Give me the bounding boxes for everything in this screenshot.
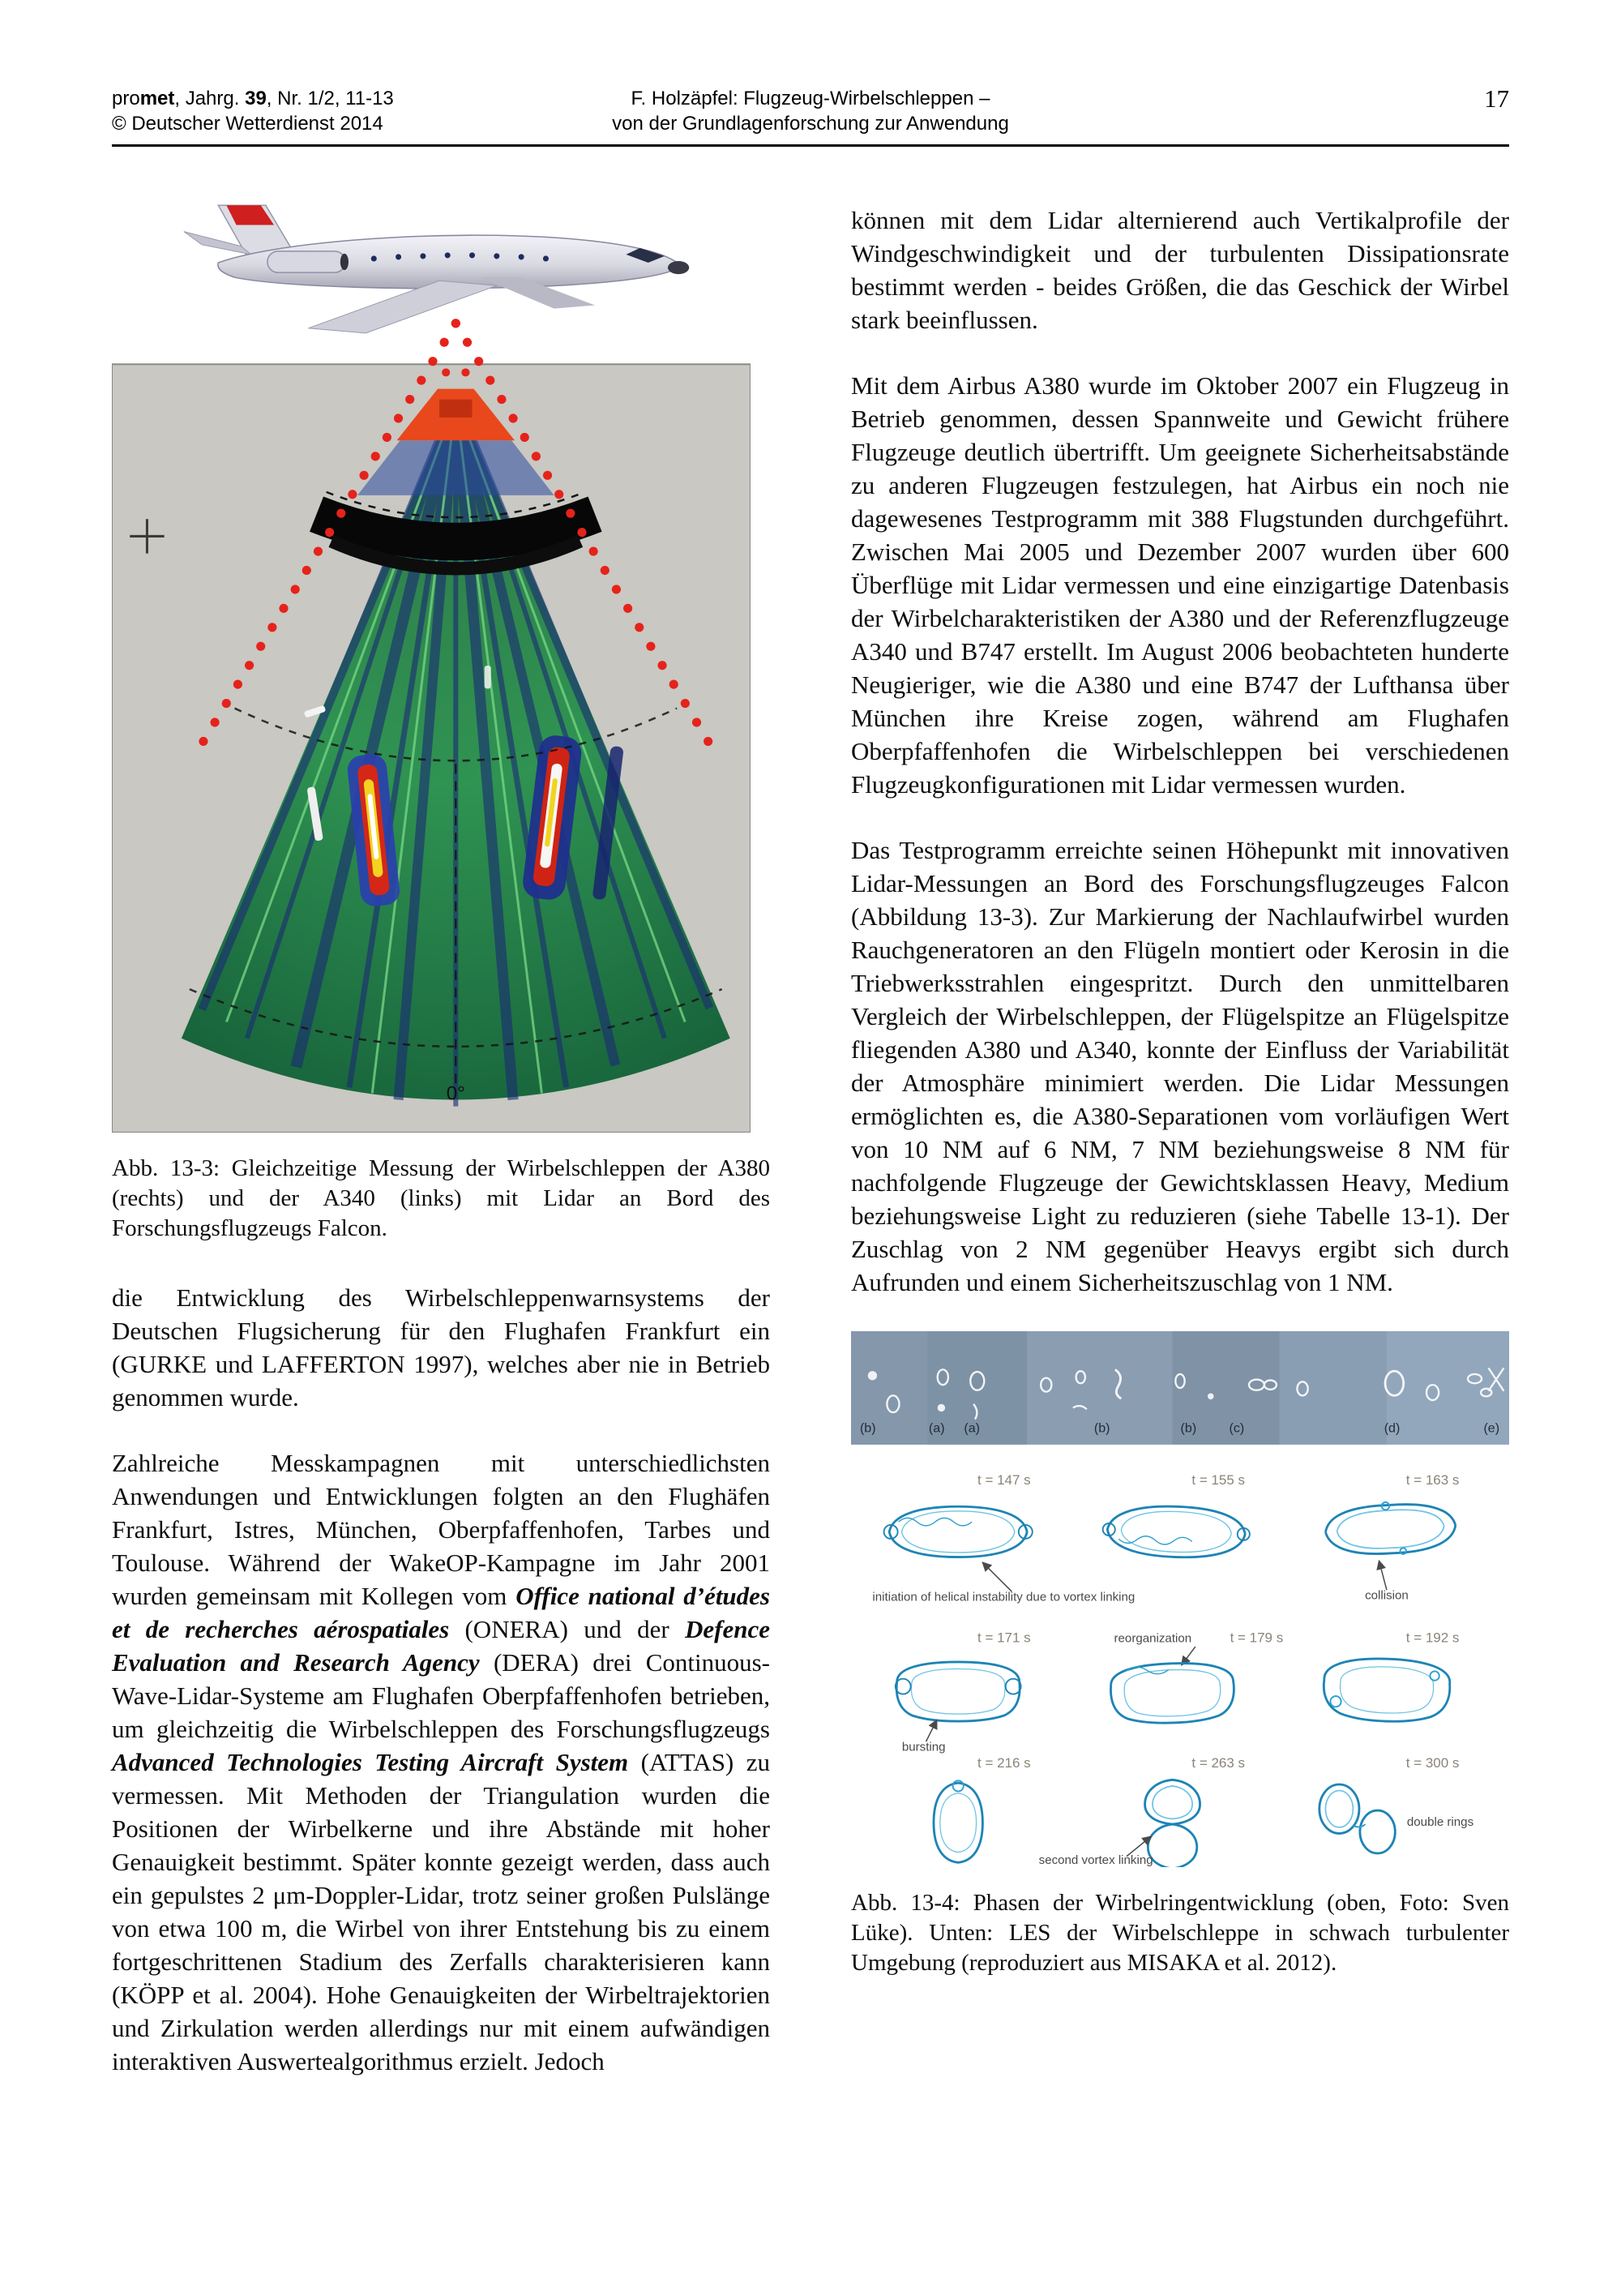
les-contour — [1110, 1661, 1234, 1724]
running-title-line2: von der Grundlagenforschung zur Anwendung — [612, 113, 1009, 135]
figure-13-3 — [112, 191, 770, 1133]
figure-13-4-caption: Abb. 13-4: Phasen der Wirbelringentwicklung (oben, Foto: Sven Lüke). Unten: LES der Wirbelschleppe in schwach turbulenter Umgebung (reproduziert aus MISAKA et al. 2012). — [851, 1890, 1509, 1976]
text-run-italic: Office national d’études et de recherches aérospatiales — [112, 1582, 770, 1643]
photo-label: (b) — [859, 1420, 876, 1436]
les-contour — [1324, 1498, 1457, 1557]
timestamp-label: t = 216 s — [977, 1755, 1031, 1771]
paragraph: die Entwicklung des Wirbelschleppenwarnsystems der Deutschen Flugsicherung für den Flughafen Frankfurt ein (GURKE und LAFFERTON 1997), welches aber nie in Betrieb genommen wurde. — [112, 1283, 770, 1411]
paragraph: können mit dem Lidar alternierend auch Vertikalprofile der Windgeschwindigkeit und der turbulenten Dissipationsrate bestimmt werden - beides Größen, die das Geschick der Wirbel stark beeinflussen. — [851, 206, 1509, 334]
paragraph — [112, 1446, 770, 2078]
timestamp-label: t = 192 s — [1405, 1630, 1460, 1646]
copyright-line: © Deutscher Wetterdienst 2014 — [112, 113, 383, 135]
journal-line — [112, 86, 612, 111]
text-run: , Jahrg. — [174, 88, 246, 109]
text-run: (DERA) drei Continuous-Wave-Lidar-Systeme am Flughafen Oberpfaffenhofen betrieben, um gleichzeitig die Wirbelschleppen des Forschungsflugzeugs — [112, 1648, 770, 1743]
annotation-label: initiation of helical instability due to vortex linking — [872, 1590, 1136, 1604]
les-contour — [1145, 1780, 1200, 1867]
lidar-scan-figure — [112, 191, 751, 1133]
timestamp-label: t = 147 s — [977, 1471, 1031, 1488]
annotation-label: bursting — [901, 1740, 946, 1754]
timestamp-label: t = 171 s — [977, 1630, 1031, 1646]
les-contour — [1319, 1784, 1395, 1853]
timestamp-label: t = 163 s — [1405, 1471, 1460, 1488]
les-contour — [884, 1506, 1033, 1557]
engine-inlet — [340, 254, 349, 270]
page-number: 17 — [1484, 84, 1509, 113]
photo-label: (b) — [1093, 1420, 1110, 1436]
timestamp-label: t = 300 s — [1405, 1755, 1460, 1771]
header-rule — [112, 144, 1509, 147]
timestamp-label: t = 263 s — [1191, 1755, 1246, 1771]
timestamp-label: t = 155 s — [1191, 1471, 1246, 1488]
text-run: (ATTAS) zu vermessen. Mit Methoden der Triangulation wurden die Positionen der Wirbelkerne und ihre Abstände mit hoher Genauigkeit bestimmt. Später konnte gezeigt werden, dass auch ein gepulstes 2 μm-Doppler-Lidar, trotz seiner großen Pulslänge von etwa 100 m, die Wirbel von ihrer Entstehung bis zu einem fortgeschrittenen Stadium des Zerfalls charakterisieren kann (KÖPP et al. 2004). Hohe Genauigkeiten der Wirbeltrajektorien und Zirkulation werden allerdings nur mit einem aufwändigen interaktiven Auswertealgorithmus erzielt. Jedoch — [112, 1748, 770, 2075]
photo-label: (d) — [1384, 1420, 1401, 1436]
annotation-label: reorganization — [1114, 1631, 1192, 1646]
annotation-label: second vortex linking — [1038, 1853, 1153, 1867]
vortex-ring-figure — [851, 1331, 1509, 1867]
scan-angle-label: 0° — [446, 1082, 465, 1105]
paragraph: Das Testprogramm erreichte seinen Höhepunkt mit innovativen Lidar-Messungen an Bord des Forschungsflugzeuges Falcon (Abbildung 13-3). Zur Markierung der Nachlaufwirbel wurden Rauchgeneratoren an den Flügeln montiert oder Kerosin in die Triebwerksstrahlen eingespritzt. Durch den unmittelbaren Vergleich der Wirbelschleppen, der Flügelspitze an Flügelspitze fliegenden A380 und A340, konnte der Einfluss der Variabilität der Atmosphäre minimiert werden. Die Lidar Messungen ermöglichten es, die A380-Separationen vom vorläufigen Wert von 10 NM auf 6 NM, 7 NM beziehungsweise 8 NM für nachfolgende Flugzeuge der Gewichtsklassen Heavy, Medium beziehungsweise Light zu reduzieren (siehe Tabelle 13-1). Der Zuschlag von 2 NM gegenüber Heavys ergibt sich durch Aufrunden und einem Sicherheitszuschlag von 1 NM. — [851, 836, 1509, 1296]
left-column — [112, 191, 770, 2110]
les-contour — [1102, 1504, 1251, 1560]
photo-label: (a) — [964, 1420, 980, 1436]
annotation-arrow — [1379, 1561, 1386, 1590]
timestamp-label: t = 179 s — [1230, 1630, 1284, 1646]
photo-label: (a) — [928, 1420, 945, 1436]
nose — [668, 261, 689, 274]
les-contour — [934, 1780, 982, 1862]
two-column-layout — [112, 191, 1509, 2110]
text-run: Zahlreiche Messkampagnen mit unterschiedlichsten Anwendungen und Entwicklungen folgten an den Flughäfen Frankfurt, Istres, München, Oberpfaffenhofen, Tarbes und Toulouse. Während der WakeOP-Kampagne im Jahr 2001 wurden gemeinsam mit Kollegen vom — [112, 1449, 770, 1610]
photo-strip — [851, 1331, 1509, 1445]
les-contour — [1323, 1656, 1451, 1723]
text-run: (ONERA) und der — [449, 1615, 685, 1643]
text-run: , Nr. 1/2, 11-13 — [266, 88, 394, 109]
falcon-aircraft — [184, 205, 689, 333]
photo-label: (e) — [1483, 1420, 1500, 1436]
paragraph: Mit dem Airbus A380 wurde im Oktober 2007 ein Flugzeug in Betrieb genommen, dessen Spannweite und Gewicht frühere Flugzeuge deutlich übertrifft. Um geeignete Sicherheitsabstände zu anderen Flugzeugen festzulegen, hat Airbus ein noch nie dagewesenes Testprogramm mit 388 Flugstunden durchgeführt. Zwischen Mai 2005 und Dezember 2007 wurden über 600 Überflüge mit Lidar vermessen und eine einzigartige Datenbasis der Wirbelcharakteristiken der A380 und der Referenzflugzeuge A340 und B747 erstellt. Im August 2006 beobachteten hunderte Neugieriger, wie die A380 und eine B747 der Lufthansa über München ihre Kreise zogen, während am Flughafen Oberpfaffenhofen die Wirbelschleppen bei verschiedenen Flugzeugkonfigurationen mit Lidar vermessen wurden. — [851, 371, 1509, 799]
annotation-label: collision — [1365, 1588, 1409, 1603]
text-run: pro — [112, 88, 140, 109]
annotation-arrow — [982, 1562, 1012, 1591]
running-title-line1: F. Holzäpfel: Flugzeug-Wirbelschleppen – — [631, 88, 990, 109]
text-run: 39 — [245, 88, 267, 109]
les-simulation — [872, 1472, 1473, 1867]
engine-nacelle — [267, 251, 345, 272]
figure-13-4 — [851, 1331, 1509, 1867]
journal-info — [112, 86, 612, 136]
photo-label: (c) — [1229, 1420, 1245, 1436]
figure-13-3-caption: Abb. 13-3: Gleichzeitige Messung der Wirbelschleppen der A380 (rechts) und der A340 (links) mit Lidar an Bord des Forschungsflugzeugs Falcon. — [112, 1155, 770, 1241]
right-column — [851, 191, 1509, 2110]
annotation-label: double rings — [1406, 1814, 1474, 1829]
photo-label: (b) — [1180, 1420, 1197, 1436]
text-run-italic: Defence Evaluation and Research Agency — [112, 1615, 770, 1677]
text-run-italic: Advanced Technologies Testing Aircraft System — [112, 1748, 629, 1776]
text-run: met — [139, 88, 175, 109]
echo-mark — [485, 666, 491, 688]
running-title — [612, 86, 1009, 136]
page-header — [112, 86, 1509, 136]
les-contour — [896, 1662, 1021, 1721]
annotation-arrow — [926, 1720, 937, 1741]
